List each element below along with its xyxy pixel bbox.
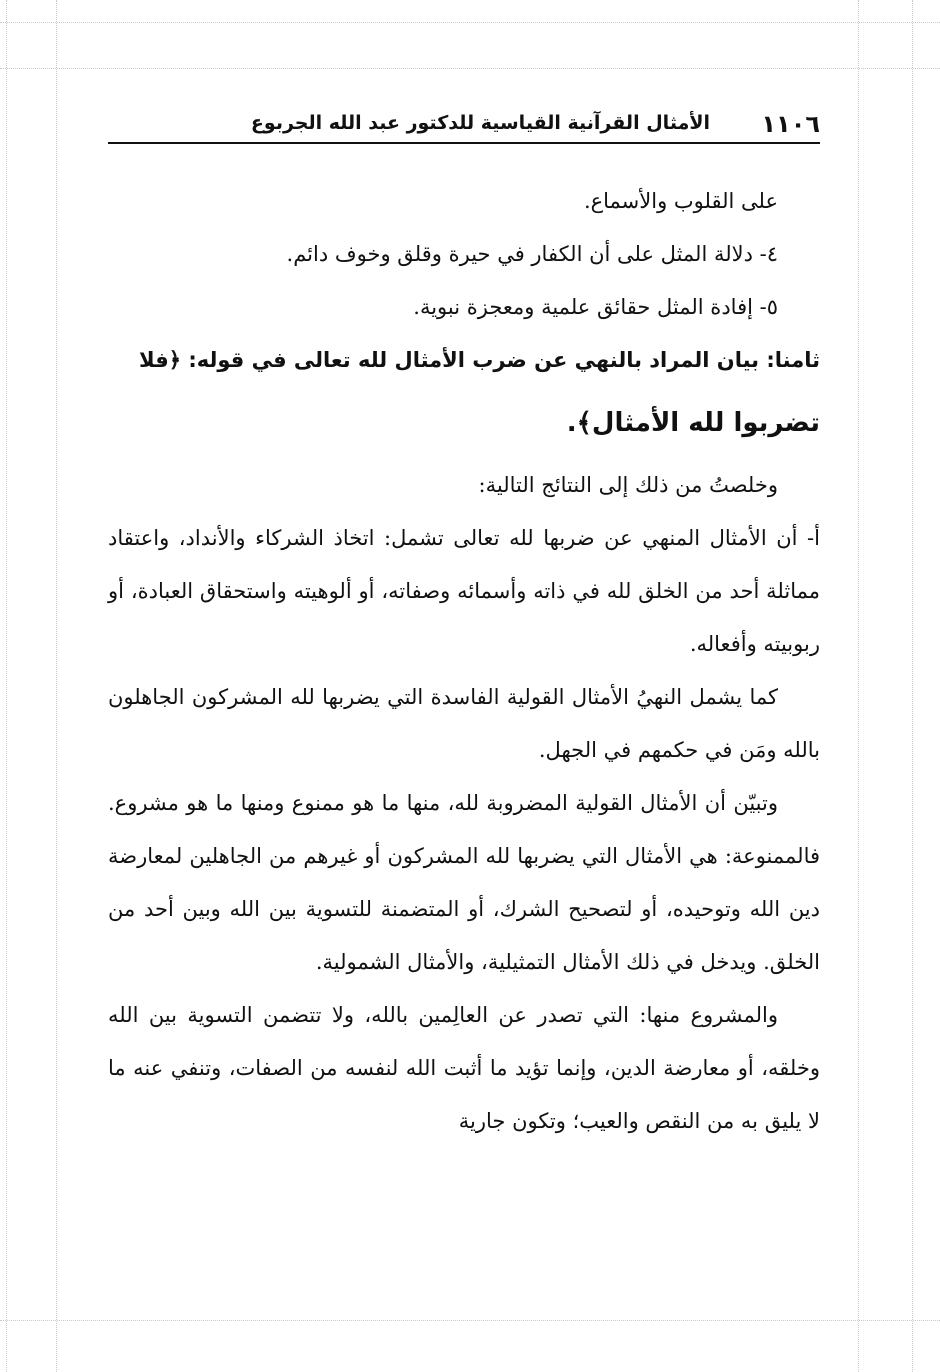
paragraph-d: والمشروع منها: التي تصدر عن العالِمين بالله، ولا تتضمن التسوية بين الله وخلقه، أو معارضة الدين، وإنما تؤيد ما أثبت الله لنفسه من الصفات، وتنفي عنه ما لا يليق به من النقص والعيب؛ وتكون جارية [108, 1003, 820, 1133]
scan-guide-line [56, 0, 57, 1372]
quran-verse: تضربوا لله الأمثال﴾. [566, 408, 820, 438]
body-line: على القلوب والأسماع. [583, 189, 778, 213]
list-item-4: ٤- دلالة المثل على أن الكفار في حيرة وقلق وخوف دائم. [286, 242, 778, 266]
page-header [108, 108, 820, 142]
paragraph-b: كما يشمل النهيُ الأمثال القولية الفاسدة التي يضربها لله المشركون الجاهلون بالله ومَن في حكمهم في الجهل. [108, 685, 820, 762]
header-divider [108, 142, 820, 144]
running-title: الأمثال القرآنية القياسية للدكتور عبد الله الجربوع [250, 112, 710, 134]
scan-guide-line [912, 0, 913, 1372]
paragraph-c: وتبيّن أن الأمثال القولية المضروبة لله، منها ما هو ممنوع ومنها ما هو مشروع. فالممنوعة: هي الأمثال التي يضربها لله المشركون أو غيرهم من الجاهلين لمعارضة دين الله وتوحيده، أو لتصحيح الشرك، أو المتضمنة للتسوية بين الله وبين أحد من الخلق. ويدخل في ذلك الأمثال التمثيلية، والأمثال الشمولية. [108, 791, 821, 974]
scan-guide-line [0, 22, 940, 23]
list-item-5: ٥- إفادة المثل حقائق علمية ومعجزة نبوية. [413, 295, 778, 319]
scan-guide-line [0, 1320, 940, 1321]
page-body [108, 175, 820, 1148]
intro-paragraph: وخلصتُ من ذلك إلى النتائج التالية: [478, 473, 778, 497]
scan-guide-line [6, 0, 7, 1372]
section-heading: ثامنا: بيان المراد بالنهي عن ضرب الأمثال لله تعالى في قوله: ﴿فلا [139, 348, 820, 372]
scan-guide-line [858, 0, 859, 1372]
paragraph-a: أ- أن الأمثال المنهي عن ضربها لله تعالى تشمل: اتخاذ الشركاء والأنداد، واعتقاد مماثلة أحد من الخلق لله في ذاته وأسمائه وصفاته، أو ألوهيته واستحقاق العبادة، أو ربوبيته وأفعاله. [108, 526, 820, 656]
page-number: ١١٠٦ [761, 110, 820, 138]
scan-guide-line [0, 68, 940, 69]
